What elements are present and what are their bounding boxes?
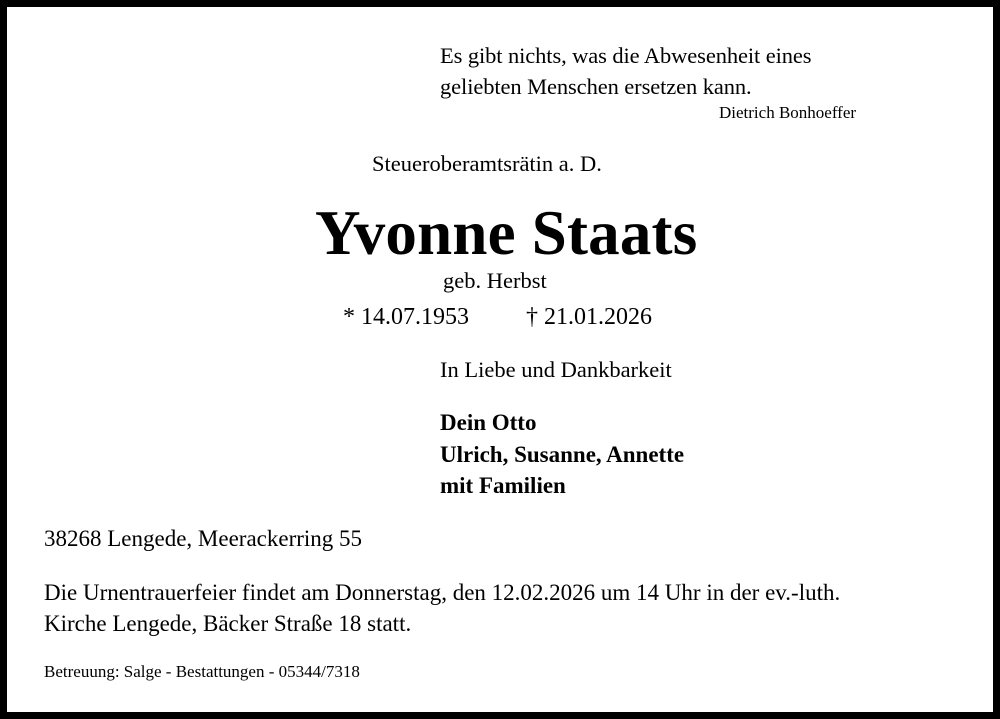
quote-line-2: geliebten Menschen ersetzen kann. — [440, 74, 752, 99]
birth-date: * 14.07.1953 — [343, 304, 469, 330]
mourner-line: mit Familien — [440, 473, 566, 498]
maiden-name: geb. Herbst — [443, 268, 547, 293]
deceased-name: Yvonne Staats — [315, 198, 698, 268]
mourner-line: Dein Otto — [440, 410, 537, 435]
ceremony-line-2: Kirche Lengede, Bäcker Straße 18 statt. — [44, 611, 412, 636]
deceased-title: Steueroberamtsrätin a. D. — [372, 151, 602, 176]
funeral-home-credit: Betreuung: Salge - Bestattungen - 05344/7318 — [44, 662, 360, 681]
address-line: 38268 Lengede, Meerackerring 55 — [44, 526, 363, 551]
quote-author: Dietrich Bonhoeffer — [719, 103, 857, 122]
dedication-line: In Liebe und Dankbarkeit — [440, 357, 672, 382]
quote-line-1: Es gibt nichts, was die Abwesenheit eines — [440, 43, 812, 68]
ceremony-line-1: Die Urnentrauerfeier findet am Donnerstag, den 12.02.2026 um 14 Uhr in der ev.-luth. — [44, 580, 841, 605]
death-date: † 21.01.2026 — [526, 304, 652, 330]
mourner-line: Ulrich, Susanne, Annette — [440, 442, 685, 467]
obituary-notice — [7, 7, 993, 712]
